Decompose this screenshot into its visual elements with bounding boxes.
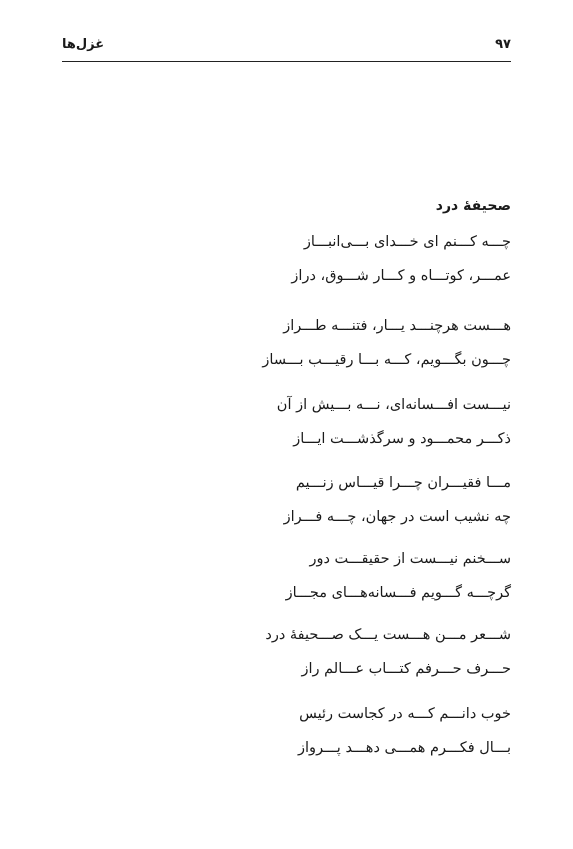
- poem-title: صحیفهٔ درد: [435, 198, 511, 214]
- couplet: [251, 388, 511, 456]
- verse-line: هـــست هرچنـــد یـــار، فتنـــه طـــراز: [283, 318, 511, 334]
- couplet: [251, 542, 511, 610]
- verse-line: عمـــر، کوتـــاه و کـــار شـــوق، دراز: [291, 268, 511, 284]
- couplet: [251, 618, 511, 686]
- verse-line: ذکـــر محمـــود و سرگذشـــت ایـــاز: [293, 431, 511, 447]
- verse-line: نیـــست افـــسانه‌ای، نـــه بـــیش از آن: [276, 397, 511, 413]
- verse-line: گرچـــه گـــویم فـــسانه‌هـــای مجـــاز: [285, 585, 511, 601]
- verse-line: چه نشیب است در جهان، چـــه فـــراز: [283, 509, 511, 525]
- verse-line: خوب دانـــم کـــه در کجاست رئیس: [299, 706, 511, 722]
- page-number: ۹۷: [495, 37, 511, 52]
- couplet: [251, 225, 511, 293]
- verse-line: مـــا فقیـــران چـــرا قیـــاس زنـــیم: [295, 475, 511, 491]
- verse-line: بـــال فکـــرم همـــی دهـــد پـــرواز: [298, 740, 511, 756]
- running-title: غزل‌ها: [62, 37, 105, 52]
- couplet: [251, 466, 511, 534]
- couplet: [251, 309, 511, 377]
- verse-line: چـــون بگـــویم، کـــه بـــا رقیـــب بـــساز: [262, 352, 511, 368]
- verse-line: حـــرف حـــرفم کتـــاب عـــالم راز: [301, 661, 511, 677]
- verse-line: ســـخنم نیـــست از حقیقـــت دور: [309, 551, 511, 567]
- couplet: [251, 697, 511, 765]
- verse-line: شـــعر مـــن هـــست یـــک صـــحیفهٔ درد: [265, 627, 511, 643]
- verse-line: چـــه کـــنم ای خـــدای بـــی‌انبـــاز: [303, 234, 511, 250]
- page-header: [62, 33, 511, 62]
